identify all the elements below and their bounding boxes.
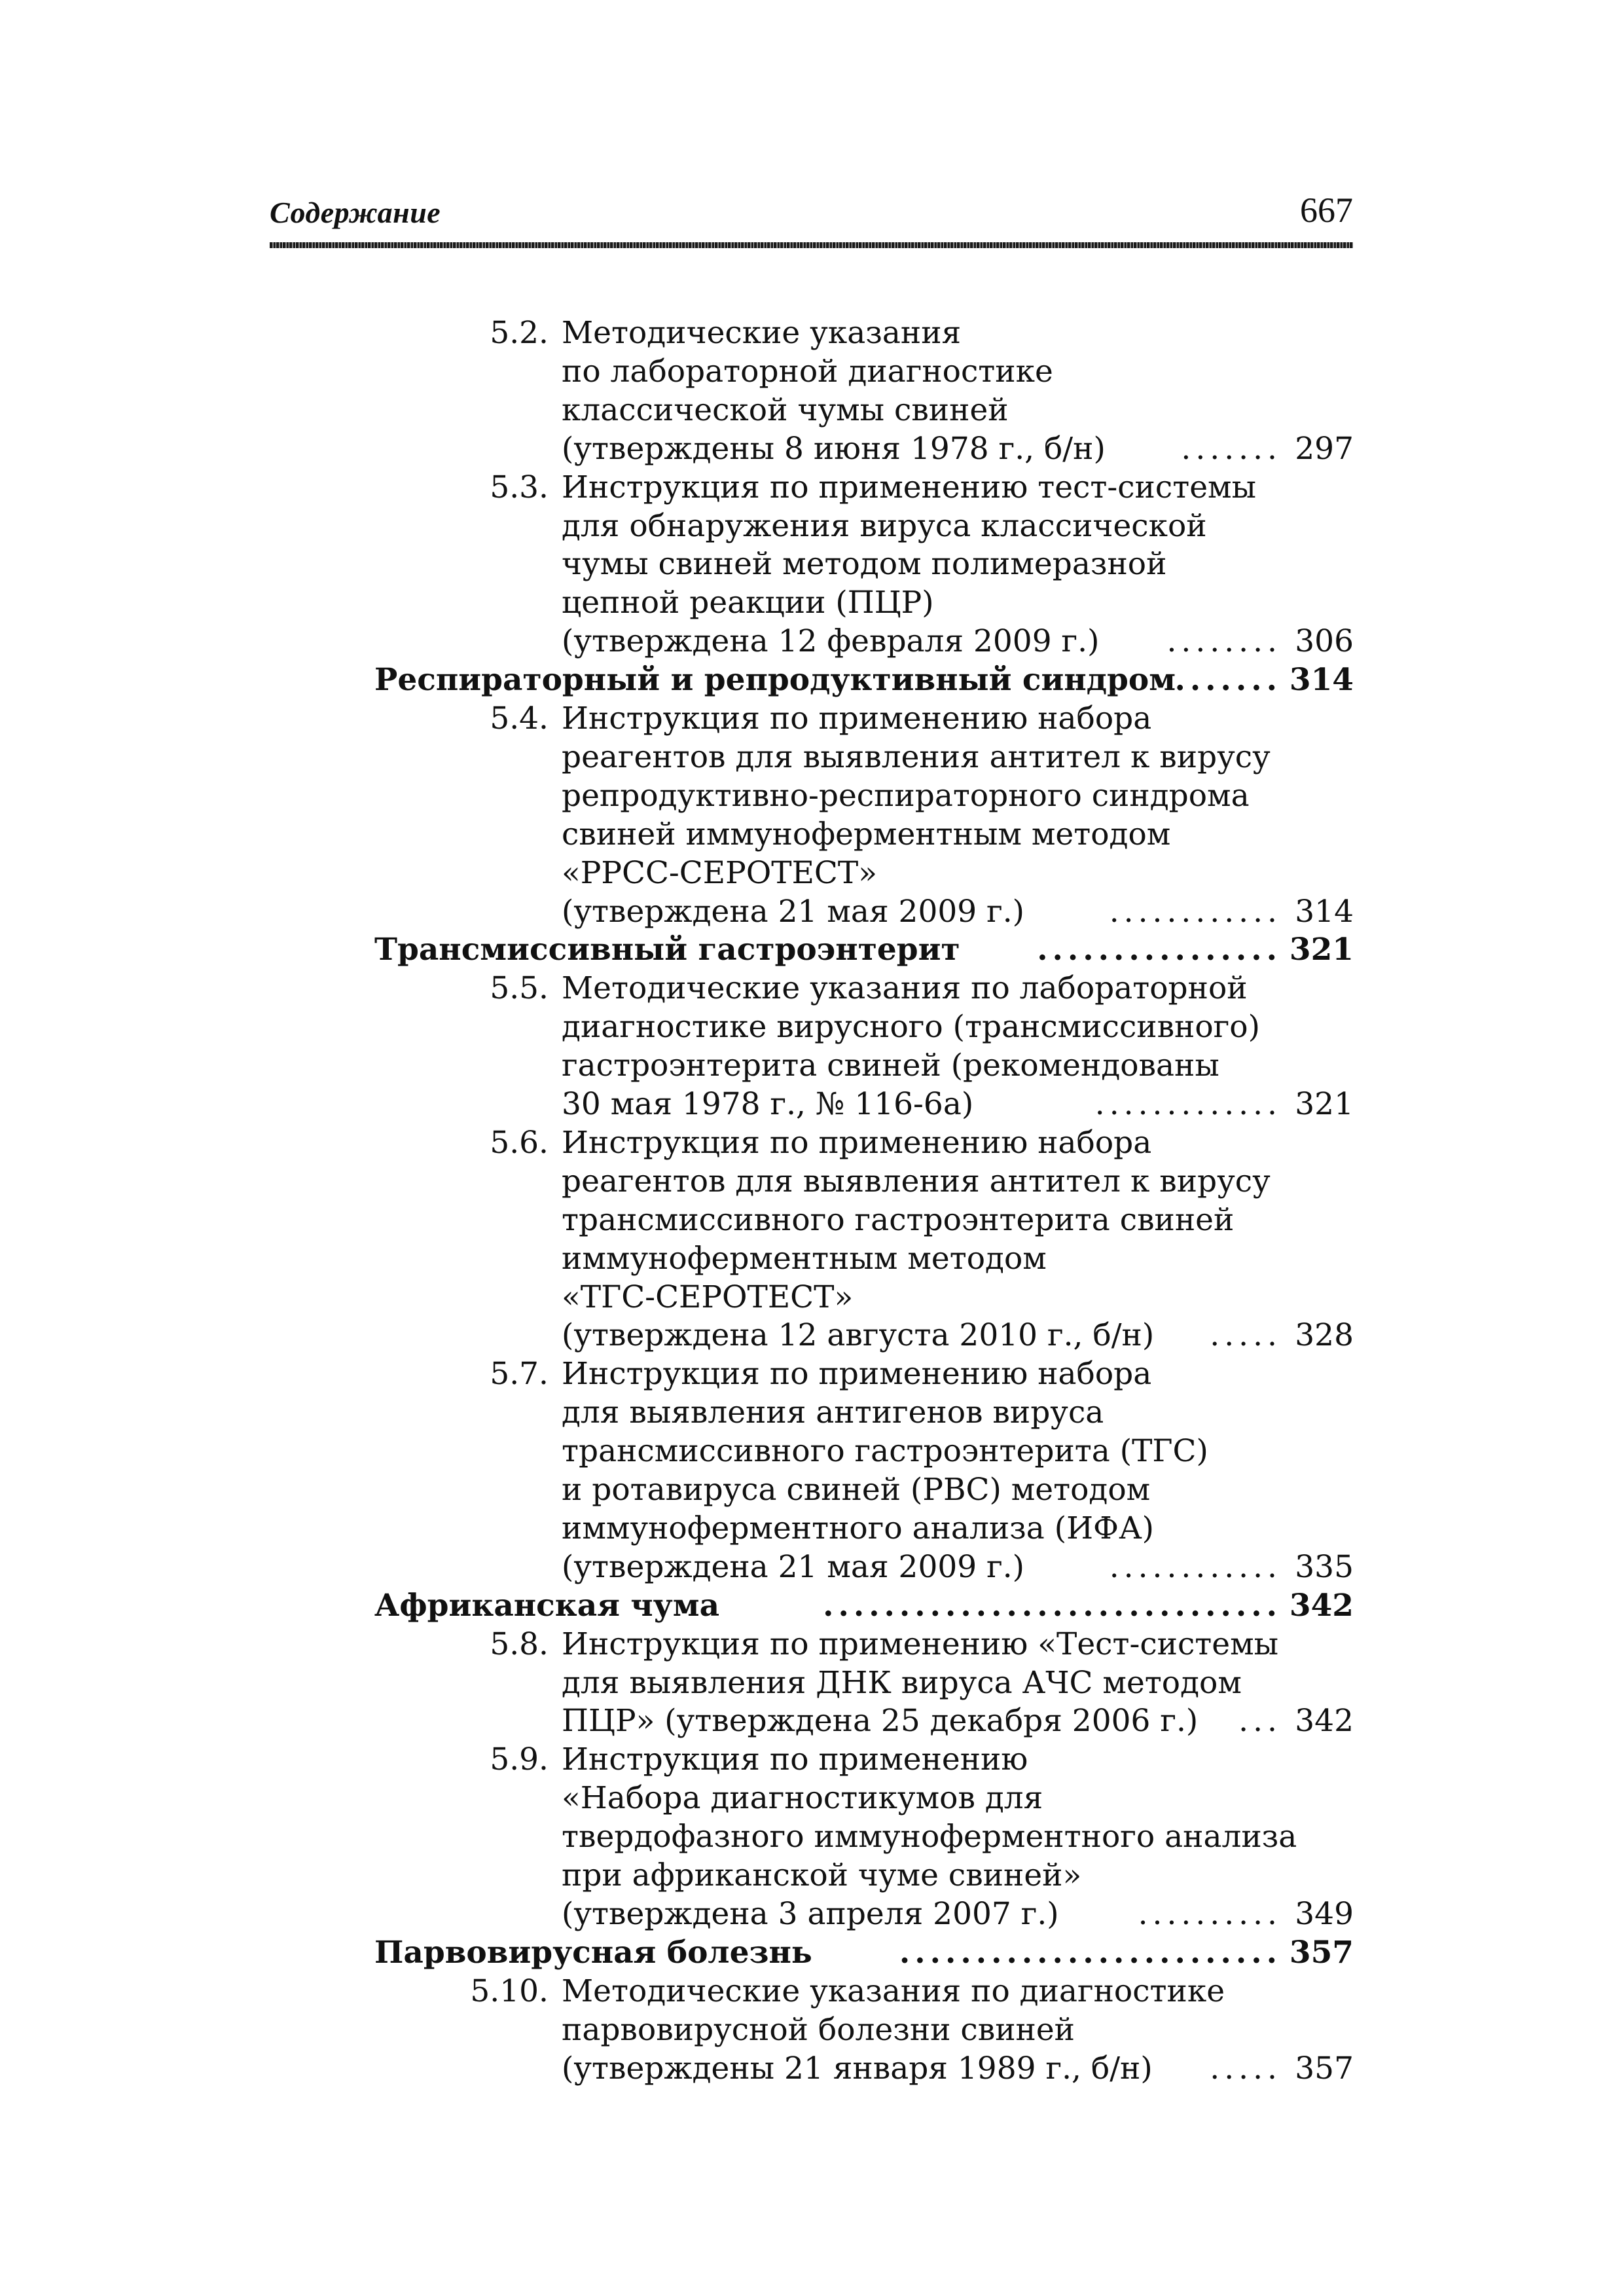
entry-line (562, 392, 1354, 429)
toc-page-number: 314 (1295, 893, 1354, 930)
toc-section (374, 661, 1354, 699)
dot-leader: ............ (1109, 893, 1282, 930)
entry-text: парвовирусной болезни свиней (562, 2011, 1075, 2048)
entry-text: иммуноферментного анализа (ИФА) (562, 1510, 1155, 1546)
entry-line (562, 353, 1354, 391)
entry-line (562, 469, 1354, 507)
entry-line (562, 1510, 1354, 1548)
entry-text: (утверждена 21 мая 2009 г.) (562, 893, 1024, 930)
entry-text: трансмиссивного гастроэнтерита (ТГС) (562, 1433, 1208, 1470)
entry-number: 5.9. (490, 1741, 549, 1778)
entry-line (562, 1085, 1354, 1123)
entry-line (562, 584, 1354, 622)
entry-line (562, 1471, 1354, 1509)
entry-line (562, 623, 1354, 661)
entry-number: 5.10. (470, 1973, 549, 2009)
entry-line (562, 1201, 1354, 1239)
entry-text: реагентов для выявления антител к вирусу (562, 1163, 1271, 1199)
entry-text: реагентов для выявления антител к вирусу (562, 738, 1271, 775)
entry-text: (утверждена 3 апреля 2007 г.) (562, 1895, 1059, 1932)
section-title: Трансмиссивный гастроэнтерит (374, 932, 960, 968)
toc-page-number: 306 (1295, 623, 1354, 660)
entry-line (562, 777, 1354, 815)
page-number: 667 (1300, 191, 1353, 230)
entry-line (562, 545, 1354, 583)
toc-page-number: 314 (1289, 662, 1354, 699)
dot-leader: ................ (1037, 932, 1282, 968)
entry-text: Инструкция по применению тест-системы (562, 469, 1256, 505)
entry-text: цепной реакции (ПЦР) (562, 585, 934, 621)
entry-number: 5.2. (490, 315, 549, 351)
entry-line (562, 1779, 1354, 1817)
entry-line (562, 1124, 1354, 1162)
entry-line (562, 1626, 1354, 1664)
toc-page-number: 321 (1295, 1086, 1354, 1122)
entry-line (562, 893, 1354, 931)
entry-text: (утверждены 21 января 1989 г., б/н) (562, 2050, 1153, 2086)
toc-page-number: 349 (1295, 1895, 1354, 1932)
entry-text: ПЦР» (утверждена 25 декабря 2006 г.) (562, 1703, 1199, 1740)
entry-text: и ротавируса свиней (РВС) методом (562, 1472, 1151, 1508)
entry-text: свиней иммуноферментным методом (562, 816, 1171, 852)
entry-text: (утверждены 8 июня 1978 г., б/н) (562, 430, 1106, 467)
entry-text: Методические указания по лабораторной (562, 970, 1248, 1007)
entry-text: твердофазного иммуноферментного анализа (562, 1819, 1297, 1855)
section-title: Парвовирусная болезнь (374, 1934, 812, 1971)
entry-number: 5.5. (490, 970, 549, 1007)
entry-number: 5.8. (490, 1626, 549, 1662)
entry-line (562, 1664, 1354, 1702)
dot-leader: ....... (1174, 662, 1282, 699)
dot-leader: ............ (1109, 1548, 1282, 1585)
entry-line (562, 314, 1354, 352)
entry-text: (утверждена 12 февраля 2009 г.) (562, 623, 1100, 660)
toc-page-number: 321 (1289, 932, 1354, 968)
entry-line (562, 2050, 1354, 2088)
entry-text: «Набора диагностикумов для (562, 1780, 1043, 1817)
entry-line (562, 1279, 1354, 1317)
entry-text: «РРСС-СЕРОТЕСТ» (562, 854, 877, 891)
toc-page-number: 328 (1295, 1317, 1354, 1354)
toc-section (374, 931, 1354, 969)
entry-text: «ТГС-СЕРОТЕСТ» (562, 1279, 854, 1315)
entry-text: для выявления антигенов вируса (562, 1394, 1104, 1431)
toc-section (374, 1587, 1354, 1625)
dot-leader: ..... (1210, 1317, 1282, 1354)
dot-leader: ....... (1181, 430, 1282, 467)
entry-text: иммуноферментным методом (562, 1240, 1047, 1277)
entry-line (562, 1741, 1354, 1779)
dot-leader: ............. (1094, 1086, 1282, 1122)
toc-page-number: 335 (1295, 1548, 1354, 1585)
entry-number: 5.6. (490, 1124, 549, 1161)
entry-text: (утверждена 12 августа 2010 г., б/н) (562, 1317, 1155, 1354)
toc-page-number: 357 (1289, 1934, 1354, 1971)
entry-text: диагностике вирусного (трансмиссивного) (562, 1009, 1260, 1046)
entry-line (562, 1432, 1354, 1470)
entry-text: гастроэнтерита свиней (рекомендованы (562, 1048, 1219, 1084)
dot-leader: .............................. (823, 1587, 1282, 1624)
entry-text: по лабораторной диагностике (562, 353, 1053, 390)
entry-text: Инструкция по применению набора (562, 1124, 1152, 1161)
entry-text: Методические указания (562, 315, 962, 351)
entry-line (562, 1895, 1354, 1933)
entry-text: Методические указания по диагностике (562, 1973, 1225, 2009)
entry-line (562, 738, 1354, 776)
entry-line (562, 700, 1354, 738)
entry-line (562, 1163, 1354, 1201)
dot-leader: .......... (1138, 1895, 1282, 1932)
entry-line (562, 507, 1354, 545)
entry-line (562, 1047, 1354, 1085)
entry-line (562, 2011, 1354, 2049)
running-title: Содержание (270, 196, 441, 229)
entry-line (562, 1240, 1354, 1278)
entry-line (562, 1818, 1354, 1856)
entry-text: для обнаружения вируса классической (562, 507, 1207, 544)
entry-line (562, 970, 1354, 1008)
entry-text: Инструкция по применению «Тест-системы (562, 1626, 1279, 1662)
entry-number: 5.7. (490, 1356, 549, 1393)
entry-number: 5.4. (490, 701, 549, 737)
toc-page-number: 342 (1295, 1703, 1354, 1740)
toc-page-number: 357 (1295, 2050, 1354, 2086)
entry-line (562, 1857, 1354, 1895)
entry-text: классической чумы свиней (562, 392, 1009, 428)
section-title: Африканская чума (374, 1587, 720, 1624)
toc-page-number: 342 (1289, 1587, 1354, 1624)
entry-line (562, 1548, 1354, 1586)
dot-leader: ......................... (899, 1934, 1282, 1971)
entry-line (562, 1394, 1354, 1432)
entry-line (562, 1973, 1354, 2011)
section-title: Респираторный и репродуктивный синдром (374, 662, 1176, 699)
entry-line (562, 816, 1354, 854)
entry-text: трансмиссивного гастроэнтерита свиней (562, 1201, 1235, 1238)
dot-leader: ..... (1210, 2050, 1282, 2086)
toc-section (374, 1934, 1354, 1972)
entry-text: Инструкция по применению набора (562, 701, 1152, 737)
entry-line (562, 1317, 1354, 1355)
entry-line (562, 1008, 1354, 1046)
entry-text: репродуктивно-респираторного синдрома (562, 777, 1250, 814)
dot-leader: ... (1238, 1703, 1282, 1740)
entry-number: 5.3. (490, 469, 549, 505)
entry-text: при африканской чуме свиней» (562, 1857, 1082, 1893)
entry-text: для выявления ДНК вируса АЧС методом (562, 1664, 1242, 1701)
entry-line (562, 854, 1354, 892)
entry-text: 30 мая 1978 г., № 116-6а) (562, 1086, 974, 1122)
entry-line (562, 1355, 1354, 1393)
entry-line (562, 430, 1354, 468)
entry-line (562, 1702, 1354, 1740)
dot-leader: ........ (1166, 623, 1282, 660)
entry-text: Инструкция по применению набора (562, 1356, 1152, 1393)
entry-text: чумы свиней методом полимеразной (562, 546, 1167, 583)
toc-page-number: 297 (1295, 430, 1354, 467)
entry-text: (утверждена 21 мая 2009 г.) (562, 1548, 1024, 1585)
entry-text: Инструкция по применению (562, 1741, 1028, 1778)
